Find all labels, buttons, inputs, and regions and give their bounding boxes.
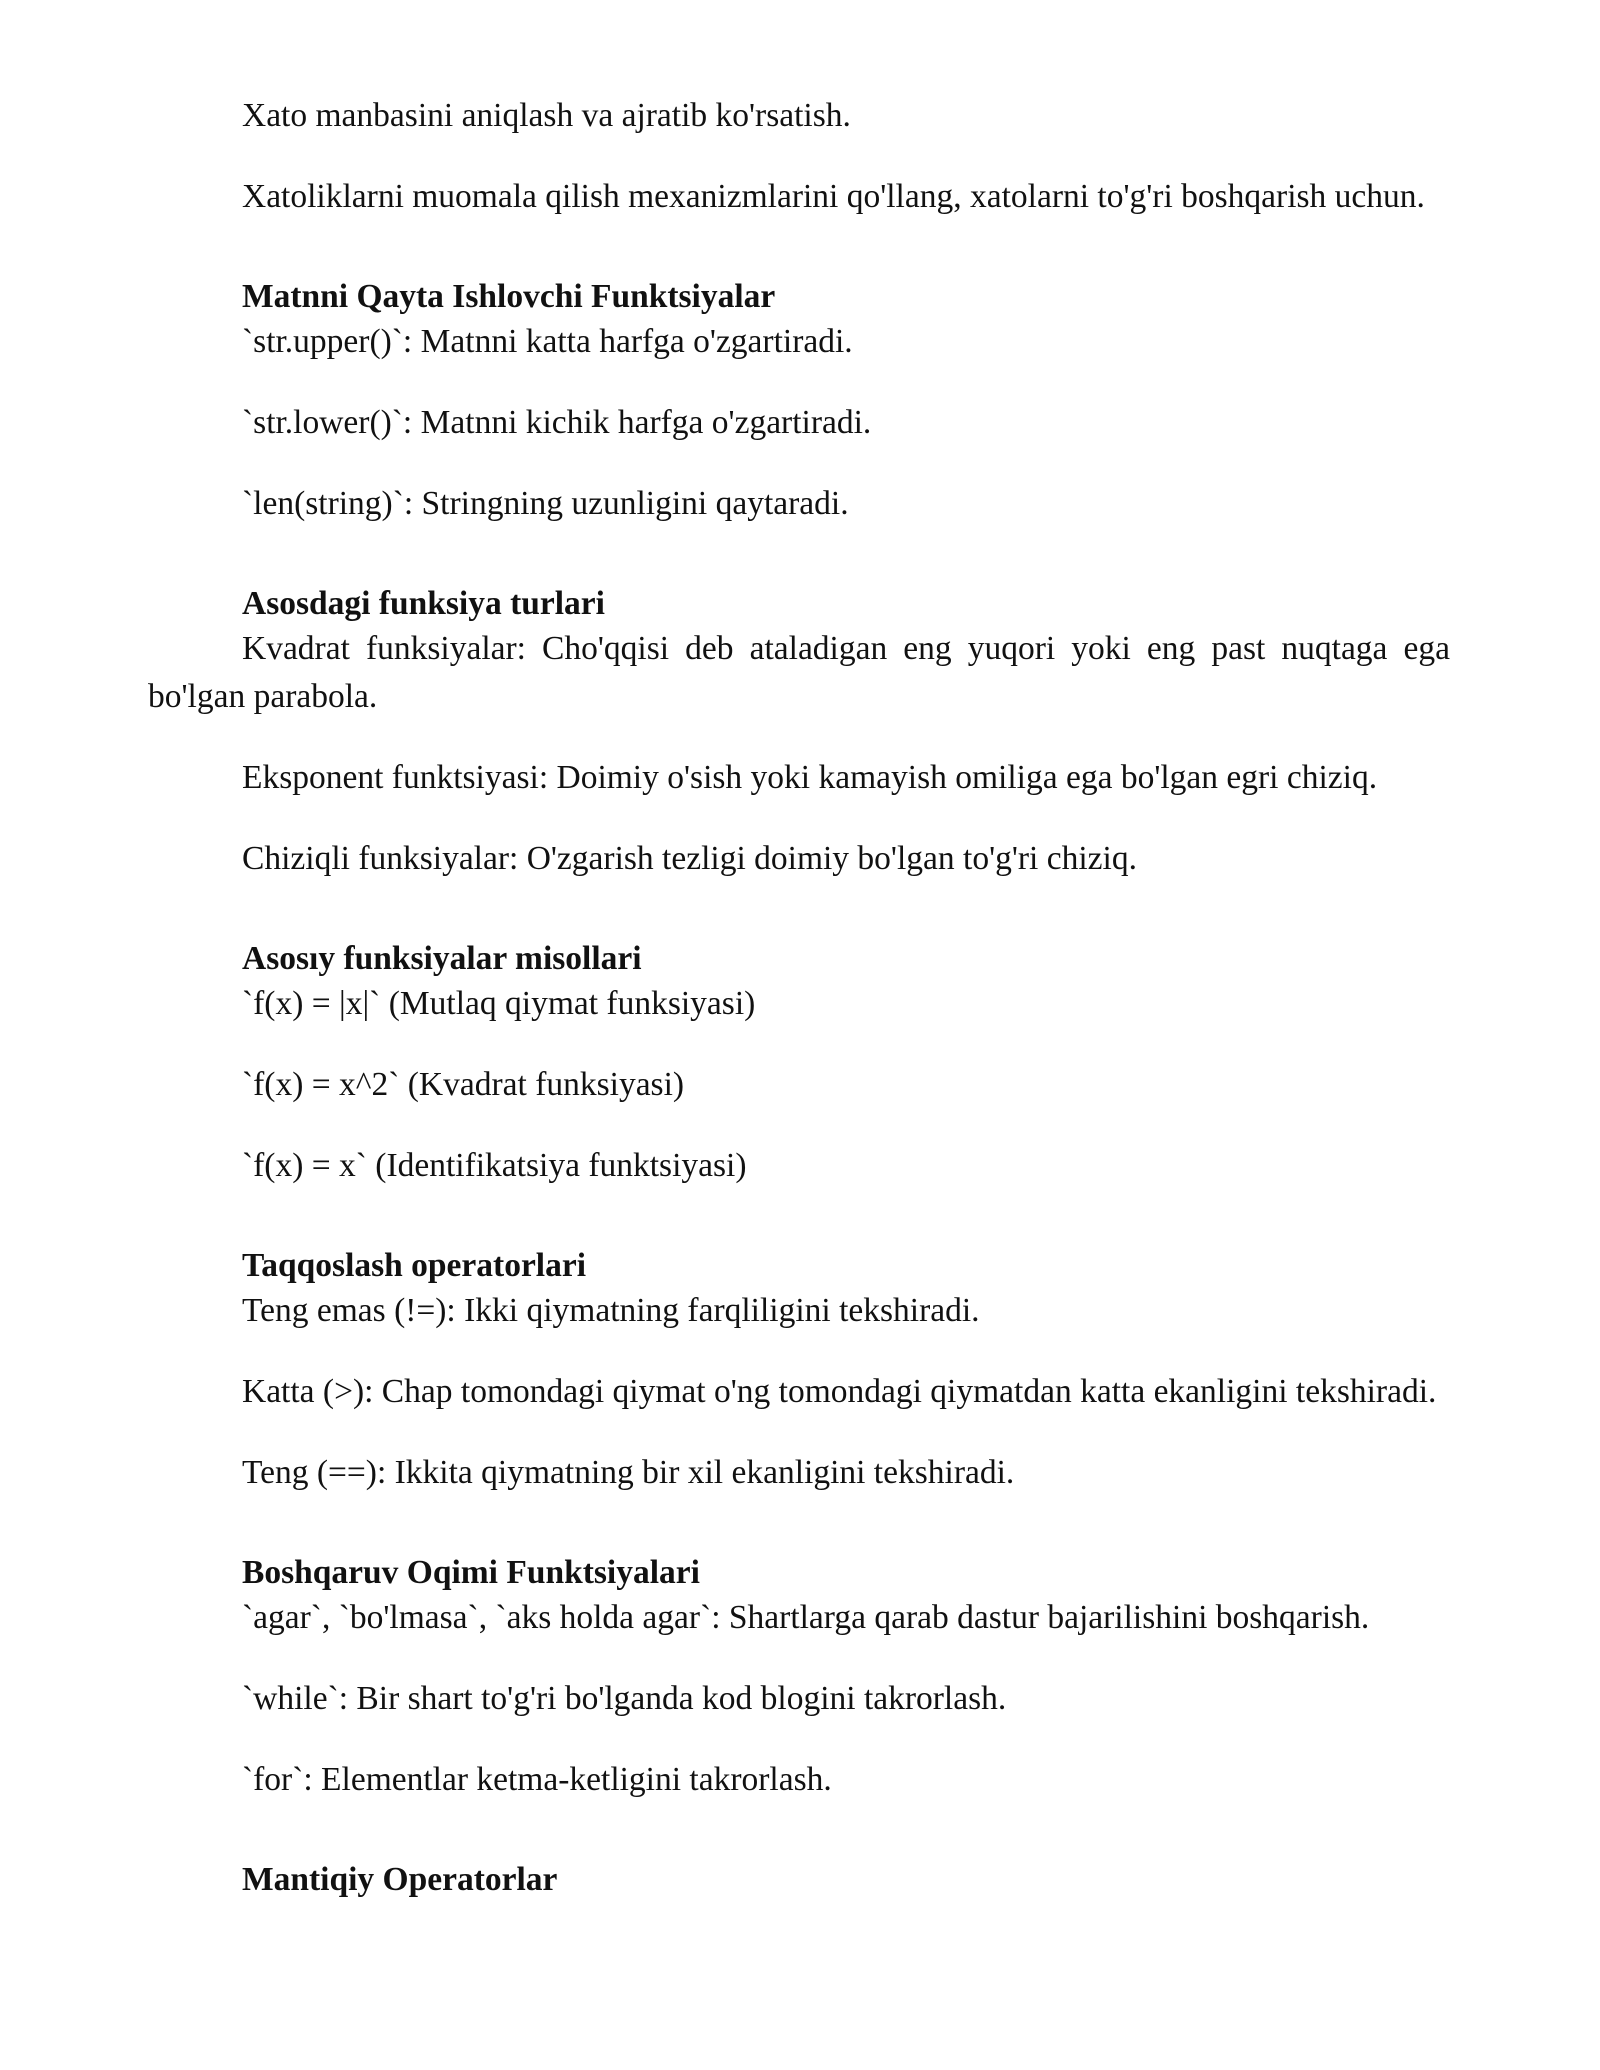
section-item: `f(x) = x` (Identifikatsiya funktsiyasi): [242, 1147, 747, 1184]
section-heading: Taqqoslash operatorlari: [242, 1247, 587, 1284]
section-heading: Matnni Qayta Ishlovchi Funktsiyalar: [242, 278, 776, 315]
intro-paragraph: Xatoliklarni muomala qilish mexanizmlarini qo'llang, xatolarni to'g'ri boshqarish uchun.: [242, 178, 1425, 215]
section-heading: Asosdagi funksiya turlari: [242, 585, 605, 622]
section-item: Katta (>): Chap tomondagi qiymat o'ng tomondagi qiymatdan katta ekanligini tekshiradi.: [242, 1373, 1437, 1410]
section-function-examples: [148, 938, 1450, 1190]
section-text-functions: [148, 276, 1450, 528]
section-item: `len(string)`: Stringning uzunligini qaytaradi.: [242, 485, 849, 522]
section-item: Teng emas (!=): Ikki qiymatning farqliligini tekshiradi.: [242, 1292, 980, 1329]
section-function-types: [148, 583, 1450, 883]
intro-paragraph: Xato manbasini aniqlash va ajratib ko'rsatish.: [242, 97, 851, 134]
section-item: `str.lower()`: Matnni kichik harfga o'zgartiradi.: [242, 404, 872, 441]
section-item: `f(x) = x^2` (Kvadrat funksiyasi): [242, 1066, 685, 1103]
section-heading: Boshqaruv Oqimi Funktsiyalari: [242, 1554, 700, 1591]
section-item: `for`: Elementlar ketma-ketligini takrorlash.: [242, 1761, 832, 1798]
section-item: Chiziqli funksiyalar: O'zgarish tezligi doimiy bo'lgan to'g'ri chiziq.: [242, 840, 1137, 877]
section-item: Teng (==): Ikkita qiymatning bir xil ekanligini tekshiradi.: [242, 1454, 1015, 1491]
section-control-flow: [148, 1552, 1450, 1804]
section-comparison-operators: [148, 1245, 1450, 1497]
section-item: `while`: Bir shart to'g'ri bo'lganda kod blogini takrorlash.: [242, 1680, 1007, 1717]
section-item: Eksponent funktsiyasi: Doimiy o'sish yoki kamayish omiliga ega bo'lgan egri chiziq.: [242, 759, 1378, 796]
section-item: `f(x) = |x|` (Mutlaq qiymat funksiyasi): [242, 985, 756, 1022]
section-item: Kvadrat funksiyalar: Cho'qqisi deb ataladigan eng yuqori yoki eng past nuqtaga ega bo'lgan parabola.: [148, 630, 1450, 715]
section-item: `agar`, `bo'lmasa`, `aks holda agar`: Shartlarga qarab dastur bajarilishini boshqarish.: [242, 1599, 1370, 1636]
section-heading: Mantiqiy Operatorlar: [242, 1861, 558, 1898]
document-page: [148, 92, 1450, 1901]
section-heading: Asosıy funksiyalar misollari: [242, 940, 642, 977]
section-item: `str.upper()`: Matnni katta harfga o'zgartiradi.: [242, 323, 853, 360]
section-logical-operators: [148, 1859, 1450, 1901]
